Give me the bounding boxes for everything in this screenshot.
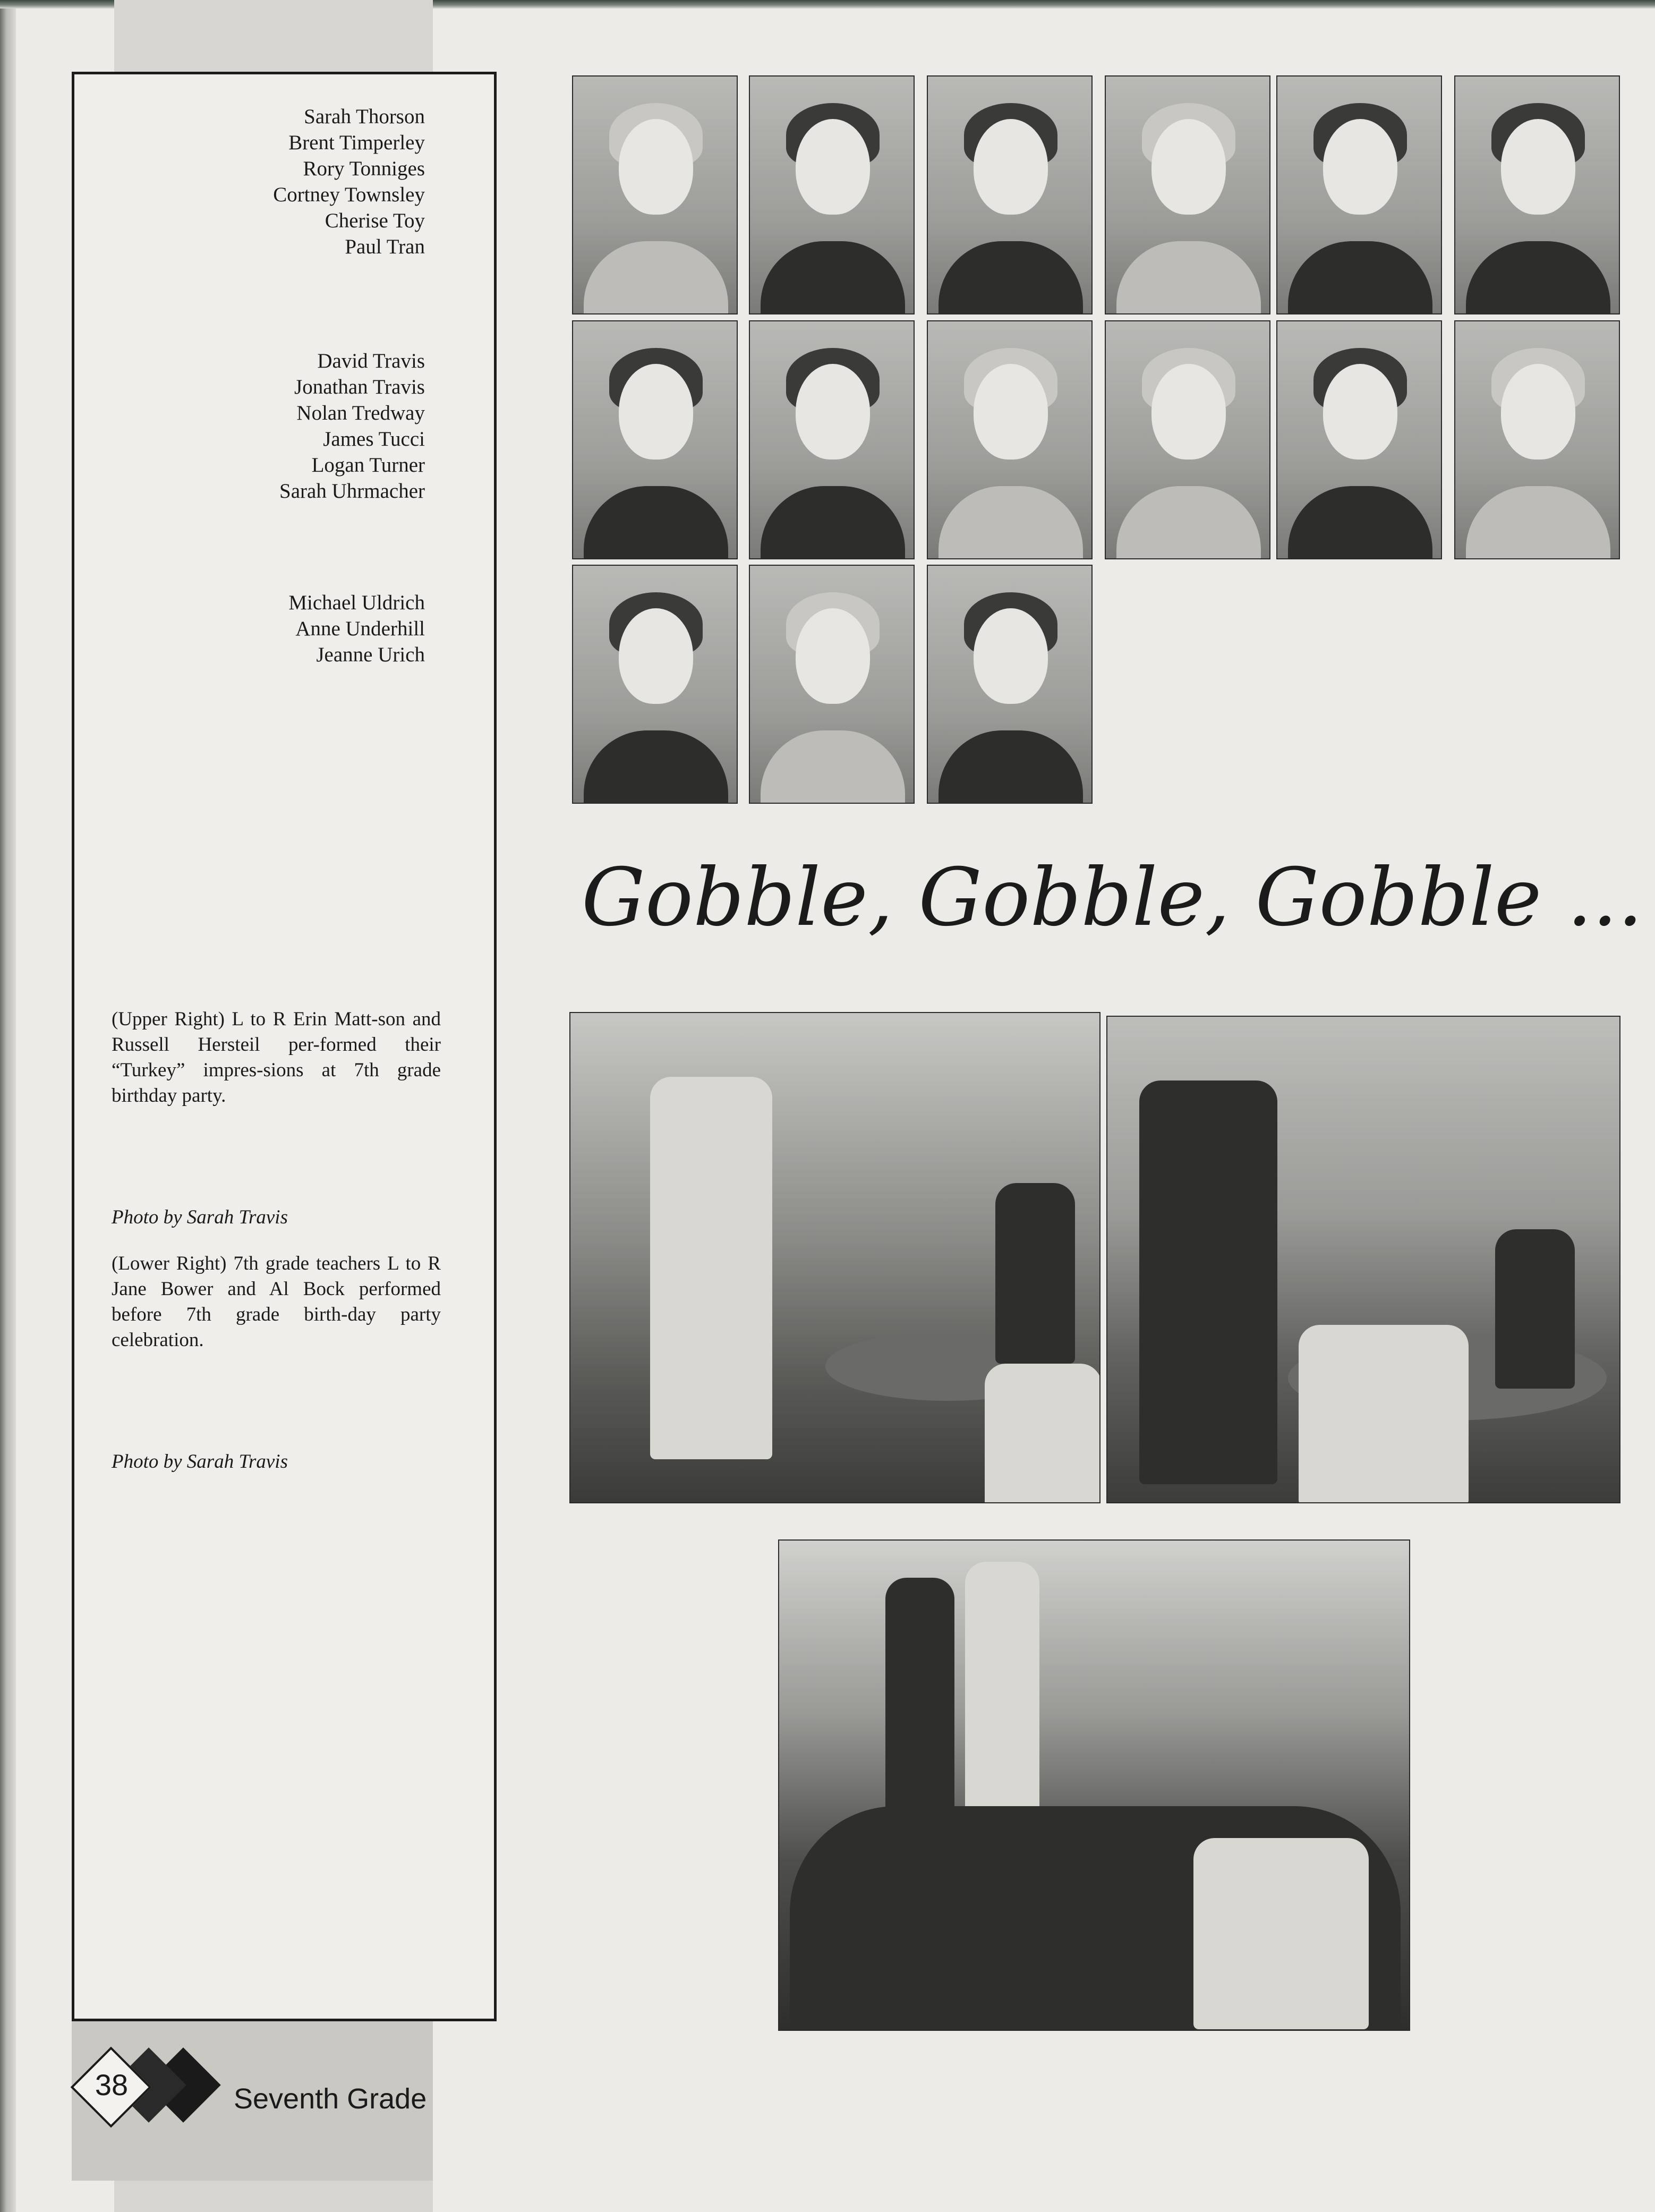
photo-caption-upper: (Upper Right) L to R Erin Matt-son and Russell Hersteil per-formed their “Turkey” impres-sions at 7th grade birthday party. [112, 1008, 441, 1107]
name-group-row-3 [288, 590, 425, 668]
student-name: Sarah Uhrmacher [279, 480, 425, 503]
student-name: Anne Underhill [295, 617, 425, 640]
student-portrait [1276, 75, 1442, 314]
student-name: Jonathan Travis [294, 376, 425, 398]
student-portrait [1454, 75, 1620, 314]
candid-photo-upper-left [569, 1012, 1101, 1503]
student-name: David Travis [317, 350, 425, 372]
student-portrait [572, 320, 738, 559]
page-number: 38 [95, 2068, 129, 2102]
student-portrait [1105, 320, 1270, 559]
photo-credit-lower: Photo by Sarah Travis [112, 1451, 288, 1473]
student-name: Sarah Thorson [304, 105, 425, 128]
student-name: Jeanne Urich [316, 643, 425, 666]
student-portrait [927, 320, 1093, 559]
student-name: Cortney Townsley [273, 183, 425, 206]
student-name: Rory Tonniges [303, 157, 425, 180]
student-portrait [572, 565, 738, 804]
name-group-row-2 [279, 348, 425, 504]
section-title: Seventh Grade [234, 2083, 427, 2115]
student-portrait [572, 75, 738, 314]
candid-photo-lower [778, 1539, 1410, 2031]
student-portrait [749, 320, 915, 559]
photo-credit-upper: Photo by Sarah Travis [112, 1206, 288, 1228]
student-portrait [1105, 75, 1270, 314]
student-portrait [1276, 320, 1442, 559]
student-portrait [749, 75, 915, 314]
student-name: Cherise Toy [325, 209, 425, 232]
name-group-row-1 [273, 104, 425, 260]
student-portrait [1454, 320, 1620, 559]
student-name: Brent Timperley [288, 131, 425, 154]
student-portrait [927, 75, 1093, 314]
candid-photo-upper-right [1106, 1016, 1620, 1503]
page-headline: Gobble, Gobble, Gobble ... [582, 852, 1643, 944]
student-name: Nolan Tredway [296, 402, 425, 424]
student-name: James Tucci [323, 428, 425, 450]
student-name: Paul Tran [345, 235, 425, 258]
student-name: Logan Turner [311, 454, 425, 477]
page-binding-edge [0, 0, 16, 2212]
student-name: Michael Uldrich [288, 591, 425, 614]
page-number-badge [72, 2045, 210, 2125]
name-sidebar [72, 72, 497, 2021]
student-portrait [927, 565, 1093, 804]
student-portrait [749, 565, 915, 804]
photo-caption-lower: (Lower Right) 7th grade teachers L to R Jane Bower and Al Bock performed before 7th grade birth-day party celebration. [112, 1253, 441, 1351]
